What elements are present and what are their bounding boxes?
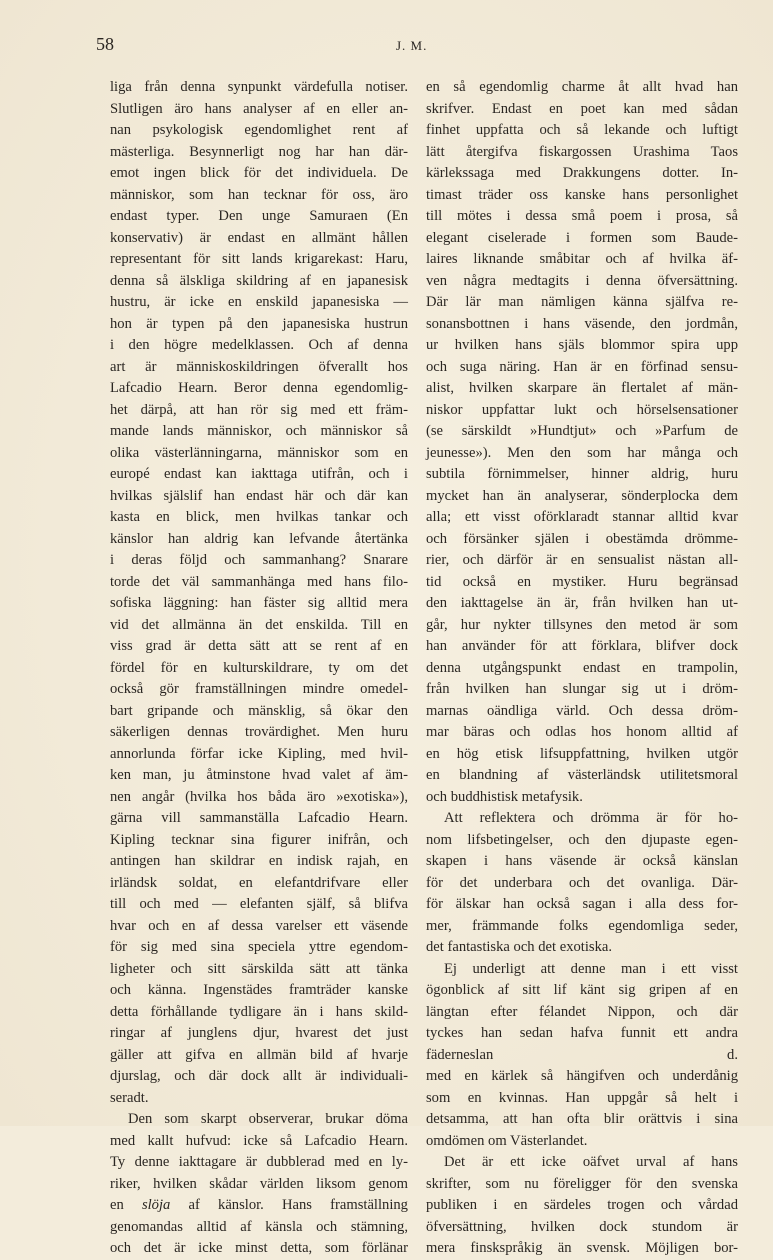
text-line: ur hvilken hans själs blommor spira upp — [426, 337, 738, 353]
text-line: för älskar han också sagan i alla dess for- — [426, 896, 738, 912]
text-line: liga från denna synpunkt värdefulla notiser. — [110, 79, 408, 95]
text-line: en blandning af västerländsk utilitetsmoral — [426, 767, 738, 783]
text-line: het därpå, att han rör sig med ett främ- — [110, 401, 408, 418]
text-line: nen angår (hvilka hos båda äro »exotiska»), — [110, 788, 408, 805]
left-column — [110, 77, 408, 1260]
italic-word: slöja — [141, 1197, 171, 1213]
text-line: säkerligen dennas trovärdighet. Men huru — [110, 724, 408, 740]
text-line: laires liknande småbitar och af hvilka äf- — [426, 251, 738, 267]
text-line: för det underbara och det ovanliga. Där- — [426, 874, 738, 891]
text-line: elegant ciselerade i formen som Baude- — [426, 229, 738, 246]
text-line: människor, som han tecknar för oss, äro — [110, 186, 408, 203]
text-line: detta förhållande tydligare än i hans skild- — [110, 1003, 408, 1020]
text-line: annorlunda förfar icke Kipling, med hvil- — [110, 745, 408, 762]
text-line: en så egendomlig charme åt allt hvad han — [426, 79, 738, 95]
text-line: och känna. Ingenstädes framträder kanske — [110, 982, 408, 998]
running-head: J. M. — [396, 38, 428, 53]
text-line: och suga näring. Han är en förfinad sensu- — [426, 358, 738, 375]
text-line: i deras följd och sammanhang? Snarare — [110, 552, 408, 568]
text-line: mästerliga. Besynnerligt nog har han där- — [110, 143, 408, 160]
text-line: endast typer. Den unge Samuraen (En — [110, 208, 408, 224]
text-line: han använder för att förklara, blifver dock — [426, 638, 738, 654]
text-line: ringar af junglens djur, hvarest det just — [110, 1025, 408, 1041]
text-line: och försänker själen i obestämda drömme- — [426, 530, 738, 547]
text-line: irländsk soldat, en elefantdrifvare eller — [110, 874, 408, 891]
text-line: Där lär man nämligen känna själfva re- — [426, 294, 738, 310]
text-line: tid också en mystiker. Huru begränsad — [426, 573, 738, 590]
text-line: också gör framställningen mindre omedel- — [110, 681, 408, 697]
text-line: ven några medtagits i denna öfversättning. — [426, 272, 738, 289]
text-line: djurslag, och där dock allt är individuali- — [110, 1068, 408, 1084]
text-line: mande lands människor, och människor så — [110, 423, 408, 439]
text-line: torde det väl sammanhänga med hans filo- — [110, 573, 408, 590]
text-line: riker, hvilken skådar världen liksom genom — [110, 1175, 408, 1192]
right-column — [426, 77, 738, 1260]
text-line: ögonblick af sitt lif känt sig gripen af en — [426, 982, 738, 998]
page-header — [96, 34, 733, 58]
text-line: representant för sitt lands krigarekast: Haru, — [110, 251, 408, 267]
text-line: gärna vill sammanställa Lafcadio Hearn. — [110, 810, 408, 826]
text-line: som en kvinnas. Han uppgår så helt i — [426, 1089, 738, 1106]
text-line: niskor uppfattar lukt och hörselsensationer — [426, 401, 738, 418]
text-line: Att reflektera och drömma är för ho- — [444, 810, 738, 826]
text-line: hustru, är icke en enskild japanesiska — — [110, 294, 408, 310]
text-line: kärlekssaga med Drakkungens dotter. In- — [426, 165, 738, 181]
text-line: hvar och en af dessa varelser ett väsende — [110, 917, 408, 934]
text-line: från hvilken han slungar sig ut i dröm- — [426, 681, 738, 697]
text-line: den iakttagelse än är, från hvilken han ut- — [426, 595, 738, 611]
text-line: öfversättning, hvilken dock stundom är — [426, 1218, 738, 1235]
text-line: mera finskspråkig än svensk. Möjligen bor- — [426, 1240, 738, 1256]
text-line: nan psykologisk egendomlighet rent af — [110, 122, 408, 138]
text-line: marnas oändliga värld. Och dessa dröm- — [426, 702, 738, 719]
text-line: med kallt hufvud: icke så Lafcadio Hearn. — [110, 1132, 408, 1149]
text-line: Lafcadio Hearn. Beror denna egendomlig- — [110, 380, 408, 396]
text-line: känslor han aldrig kan lefvande återtänka — [110, 530, 408, 547]
page-number: 58 — [96, 34, 114, 54]
text-line: publiken i en särdeles trogen och vårdad — [426, 1197, 738, 1213]
text-line: tyckes han sedan hafva funnit ett andra — [426, 1025, 738, 1041]
text-line: sonansbottnen i hans väsende, den jordmån, — [426, 315, 738, 332]
text-line: europé endast kan iakttaga utifrån, och i — [110, 466, 408, 482]
text-line: fördel för en kulturskildrare, ty om det — [110, 659, 408, 676]
text-line: konservativ) är endast en allmänt hållen — [110, 229, 408, 246]
text-line: bart gripande och mänsklig, så ökar den — [110, 702, 408, 719]
text-line: för sig med sina speciela yttre egendom- — [110, 939, 408, 955]
text-line: en hög etisk lifsuppfattning, hvilken utgör — [426, 745, 738, 762]
text-line: fäderneslan d. — [426, 1046, 738, 1063]
text-line: till mötes i dessa små poem i prosa, så — [426, 208, 738, 224]
text-line: genomandas alltid af känsla och stämning, — [110, 1218, 408, 1235]
text-line: längtan efter félandet Nippon, och där — [426, 1003, 738, 1020]
text-line: hvilkas själslif han endast här och där kan — [110, 487, 408, 504]
text-fragment: af känslor. Hans framställning — [188, 1197, 408, 1213]
text-fragment: en — [110, 1197, 124, 1213]
text-line: mer, främmande folks egendomliga seder, — [426, 917, 738, 934]
text-line: Slutligen äro hans analyser af en eller an- — [110, 100, 408, 117]
text-line: Det är ett icke oäfvet urval af hans — [444, 1154, 738, 1170]
text-line: denna så älskliga skildring af en japanesisk — [110, 272, 408, 289]
text-line: timast träder oss kanske hans personlighet — [426, 186, 738, 203]
text-line: Kipling tecknar sina figurer inifrån, och — [110, 831, 408, 848]
text-line: i den högre medelklassen. Och af denna — [110, 337, 408, 353]
text-line: alla; ett visst oförklaradt stannar alltid kvar — [426, 509, 738, 525]
text-line: finhet uppfatta och så lekande och luftigt — [426, 122, 738, 138]
text-line: ligheter och sitt särskilda sätt att tänka — [110, 960, 408, 977]
text-line: mar bäras och odlas hos honom alltid af — [426, 724, 738, 740]
text-line: nom lifsbetingelser, och den djupaste egen- — [426, 831, 738, 848]
text-line: emot ingen blick för det individuela. De — [110, 165, 408, 181]
text-line: lätt återgifva fiskargossen Urashima Taos — [426, 143, 738, 160]
text-line: sofiska läggning: han fäster sig alltid mera — [110, 595, 408, 611]
text-line: mycket han än analyserar, sönderplocka dem — [426, 487, 738, 504]
text-line: alist, hvilken skarpare än flertalet af män- — [426, 380, 738, 396]
text-line: går, hur nykter tillsynes den metod är som — [426, 616, 738, 633]
text-line: omdömen om Västerlandet. — [426, 1132, 588, 1149]
text-line: Den som skarpt observerar, brukar döma — [128, 1111, 408, 1127]
text-line: till och med — elefanten själf, så blifva — [110, 896, 408, 912]
text-line: denna utgångspunkt endast en trampolin, — [426, 659, 738, 676]
text-line: viss grad är detta sätt att se rent af en — [110, 638, 408, 654]
text-line: art är människoskildringen öfverallt hos — [110, 358, 408, 375]
text-line: gäller att gifva en allmän bild af hvarje — [110, 1046, 408, 1063]
text-line: skapen i hans väsende är också känslan — [426, 853, 738, 869]
text-line: vid det allmänna än det enskilda. Till en — [110, 616, 408, 633]
text-line: detsamma, att han ofta blir orättvis i sina — [426, 1111, 738, 1127]
text-line: och buddhistisk metafysik. — [426, 788, 583, 805]
text-line: subtila förnimmelser, hinner aldrig, huru — [426, 466, 738, 482]
text-line: Ej underligt att denne man i ett visst — [444, 960, 738, 977]
text-line: olika västerlänningarna, människor som en — [110, 444, 408, 461]
text-line: antingen han skildrar en indisk rajah, en — [110, 853, 408, 869]
text-line: jeunesse»). Men den som har många och — [426, 444, 738, 461]
text-line: kasta en blick, men hvilkas tankar och — [110, 509, 408, 525]
text-line: seradt. — [110, 1089, 149, 1106]
text-line: rier, och därför är en sensualist nästan all- — [426, 552, 738, 568]
text-line: skrifver. Endast en poet kan med sådan — [426, 100, 738, 117]
text-line: hon är typen på den japanesiska hustrun — [110, 315, 408, 332]
text-line: och det är icke minst detta, som förlänar — [110, 1240, 408, 1256]
text-line: med en kärlek så hängifven och underdånig — [426, 1068, 738, 1084]
text-line: (se särskildt »Hundtjut» och »Parfum de — [426, 423, 738, 439]
text-line-mixed — [110, 1195, 408, 1217]
text-line: ken man, ju åtminstone hvad valet af äm- — [110, 767, 408, 783]
text-line: Ty denne iakttagare är dubblerad med en ly- — [110, 1154, 408, 1170]
text-line: det fantastiska och det exotiska. — [426, 939, 613, 955]
text-line: skrifter, som nu föreligger för den svenska — [426, 1175, 738, 1192]
